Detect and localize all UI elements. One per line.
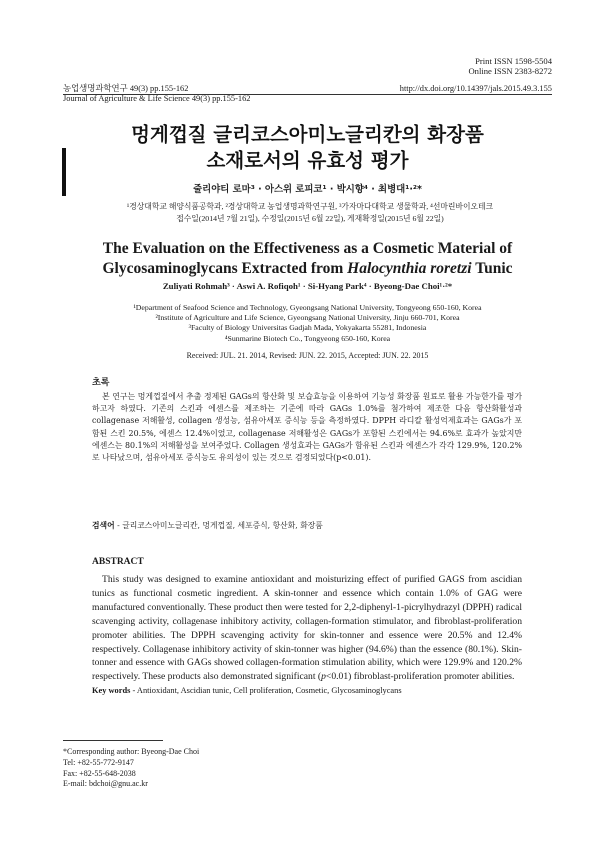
korean-keywords-list: - 글리코스아미노글리칸, 멍게껍질, 세포증식, 항산화, 화장품: [114, 521, 323, 530]
korean-keywords: [92, 520, 522, 531]
korean-abstract-heading: 초록: [92, 378, 110, 388]
header-rule: [63, 94, 552, 95]
korean-title: [63, 122, 552, 174]
english-affiliations: [63, 303, 552, 344]
corresponding-author: *Corresponding author: Byeong-Dae Choi: [63, 747, 200, 756]
english-keywords: [92, 686, 522, 695]
korean-affiliations: [110, 201, 510, 225]
fax: Fax: +82-55-648-2038: [63, 768, 136, 778]
affiliation-2: ²Institute of Agriculture and Life Science, Gyeongsang National University, Jinju 660-701, Korea: [155, 313, 460, 323]
abstract-text: [92, 573, 522, 684]
running-head-kr: 농업생명과학연구 49(3) pp.155-162: [63, 84, 189, 93]
issn-block: [468, 56, 552, 76]
keywords-label: Key words: [92, 686, 131, 695]
telephone: Tel: +82-55-772-9147: [63, 757, 134, 767]
korean-dates-line: 접수일(2014년 7월 21일), 수정일(2015년 6월 22일), 게재확정일(2015년 6월 22일): [176, 214, 444, 223]
korean-title-line2: 소재로서의 유효성 평가: [206, 149, 409, 172]
english-title-line2-post: Tunic: [471, 260, 513, 277]
doi-link[interactable]: http://dx.doi.org/10.14397/jals.2015.49.3.155: [399, 84, 552, 93]
keywords-list: - Antioxidant, Ascidian tunic, Cell proliferation, Cosmetic, Glycosaminoglycans: [130, 686, 402, 695]
footnote: [63, 747, 199, 790]
running-head-en: Journal of Agriculture & Life Science 49(3) pp.155-162: [63, 94, 251, 103]
english-title-line1: The Evaluation on the Effectiveness as a Cosmetic Material of: [102, 240, 513, 257]
abstract-part1: This study was designed to examine antioxidant and moisturizing effect of purified GAGS from ascidian tunics as functional cosmetic ingredient. A skin-tonner and essence which contain 1.0% of GAG were manufactured conventionally. These product then were tested for 2,2-diphenyl-1-picrylhydrazyl (DPPH) radical scavenging activity, collagenase inhibitory activity, collagen-formation stimulator, and fibroblast-proliferation promoter abilities. The DPPH scavenging activity for skin-tonner and essence were 20.5% and 12.4% respectively. Collagenase inhibitory activity of skin-tonner was higher (94.6%) than the essence (80.1%). Skin-tonner and essence with GAGs showed collagen-formation stimulation ability, which were 129.9% and 120.2% respectively. These products also demonstrated significant (: [92, 574, 522, 683]
abstract-p-symbol: p: [321, 671, 326, 683]
english-title-line2-pre: Glycosaminoglycans Extracted from: [102, 260, 348, 277]
issn-print: Print ISSN 1598-5504: [475, 56, 552, 66]
korean-affiliation-line: ¹경상대학교 해양식품공학과, ²경상대학교 농업생명과학연구원, ³가자마다대학교 생물학과, ⁴선마린바이오테크: [126, 202, 494, 211]
korean-abstract-text: 본 연구는 멍게껍질에서 추출 정제된 GAGs의 항산화 및 보습효능을 이용하여 기능성 화장품 원료로 활용 가능한가를 평가하고자 하였다. 기존의 스킨과 에센스를 제조하는 기준에 따라 GAGs 1.0%를 첨가하여 제조한 다음 항산화활성과 collagenase 저해활성, collagen 생성능, 섬유아세포 증식능 등을 측정하였다. DPPH 라디칼 활성억제효과는 GAGs가 포함된 스킨 20.5%, 에센스 12.4%이었고, collagenase 저해활성은 GAGs가 포함된 스킨에서는 94.6%로 효과가 높았지만 에센스는 80.1%의 저해활성을 보여주었다. Collagen 생성효과는 GAGs가 함유된 스킨과 에센스가 각각 129.9%, 120.2%로 나타났으며, 섬유아세포 증식능도 유의성이 있는 것으로 검정되었다(p<0.01).: [92, 392, 522, 463]
korean-title-line1: 멍게껍질 글리코스아미노글리칸의 화장품: [131, 123, 484, 146]
english-title: [63, 239, 552, 279]
english-title-line2: [63, 259, 552, 279]
email[interactable]: E-mail: bdchoi@gnu.ac.kr: [63, 779, 148, 789]
affiliation-1: ¹Department of Seafood Science and Technology, Gyeongsang National University, Tongyeong 650-160, Korea: [133, 303, 482, 312]
species-name: Halocynthia roretzi: [347, 260, 472, 277]
footnote-rule: [63, 740, 163, 741]
korean-keywords-label: 검색어: [92, 521, 115, 530]
affiliation-4: ⁴Sunmarine Biotech Co., Tongyeong 650-160, Korea: [224, 333, 391, 343]
abstract-heading: ABSTRACT: [92, 557, 144, 567]
received-dates: Received: JUL. 21. 2014, Revised: JUN. 22. 2015, Accepted: JUN. 22. 2015: [186, 351, 429, 360]
issn-online: Online ISSN 2383-8272: [468, 66, 552, 76]
abstract-part2: <0.01) fibroblast-proliferation promoter abilities.: [325, 671, 515, 683]
affiliation-3: ³Faculty of Biology Universitas Gadjah Mada, Yokyakarta 55281, Indonesia: [188, 323, 427, 333]
english-authors: Zuliyati Rohmah³ · Aswi A. Rofiqoh¹ · Si-Hyang Park⁴ · Byeong-Dae Choi¹·²*: [162, 281, 453, 291]
korean-authors: 줄리야티 로마³ · 아스위 로피코¹ · 박시향⁴ · 최병대¹·²*: [193, 184, 422, 195]
